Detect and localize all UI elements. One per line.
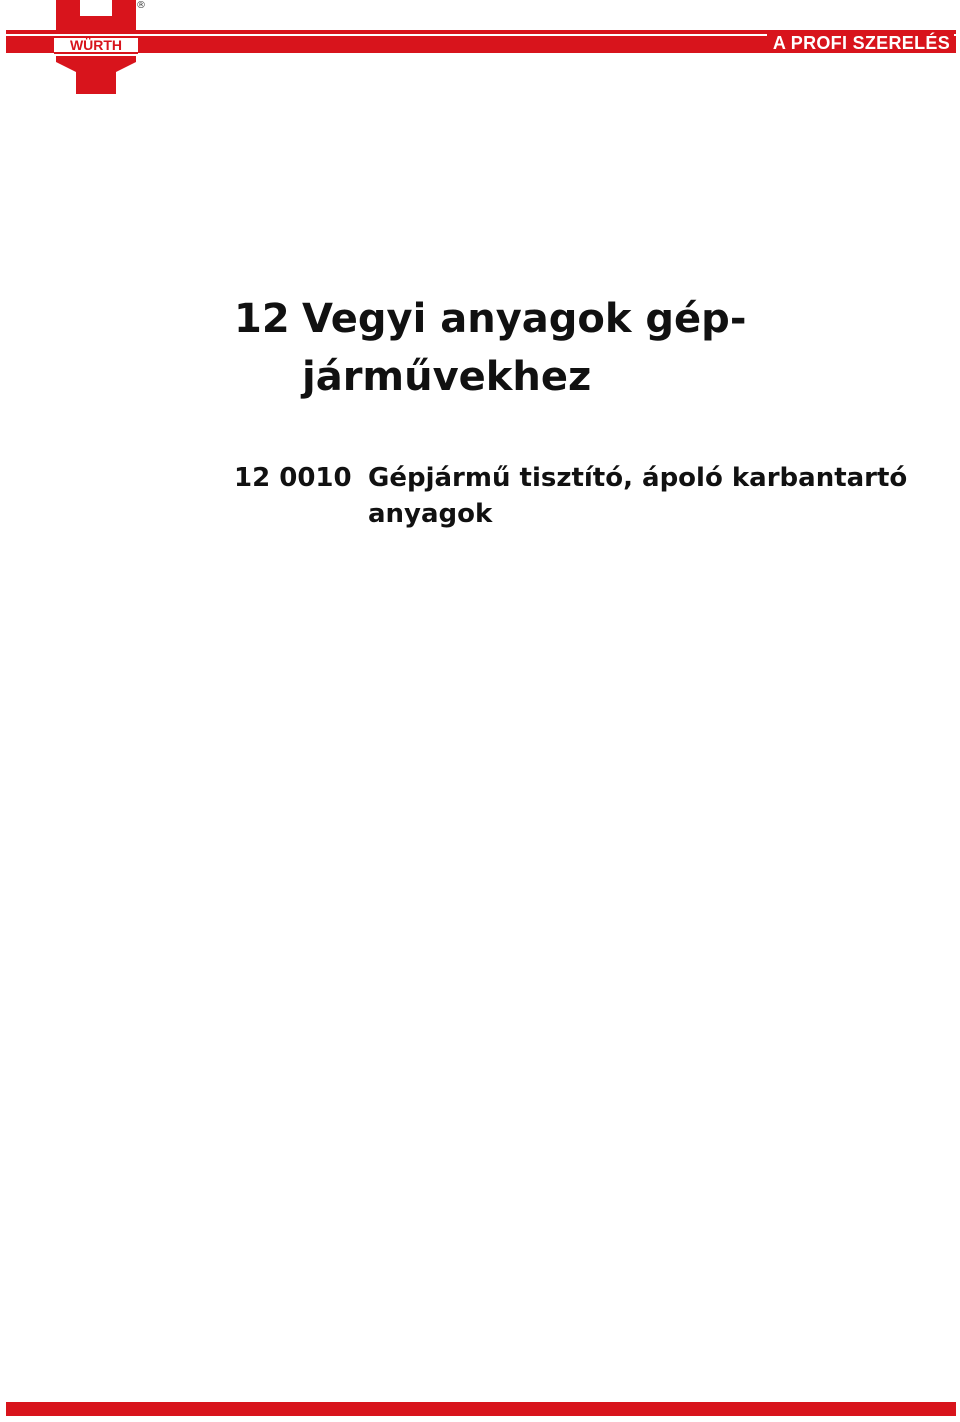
wurth-logo (54, 0, 138, 94)
chapter-title-line1: Vegyi anyagok gép- (302, 296, 747, 342)
registered-mark: ® (136, 0, 146, 11)
page-header (0, 0, 960, 100)
toc-entry (234, 460, 924, 532)
toc-entry-code: 12 0010 (234, 463, 352, 493)
footer-stripe (6, 1402, 956, 1416)
chapter-number: 12 (234, 296, 290, 342)
chapter-title-line2: járművekhez (302, 354, 592, 400)
toc-entry-title: Gépjármű tisztító, ápoló karbantartó anyagok (368, 463, 908, 529)
logo-text: WÜRTH (69, 37, 123, 53)
slogan: A PROFI SZERELÉS (767, 33, 954, 53)
chapter-title (234, 290, 854, 406)
